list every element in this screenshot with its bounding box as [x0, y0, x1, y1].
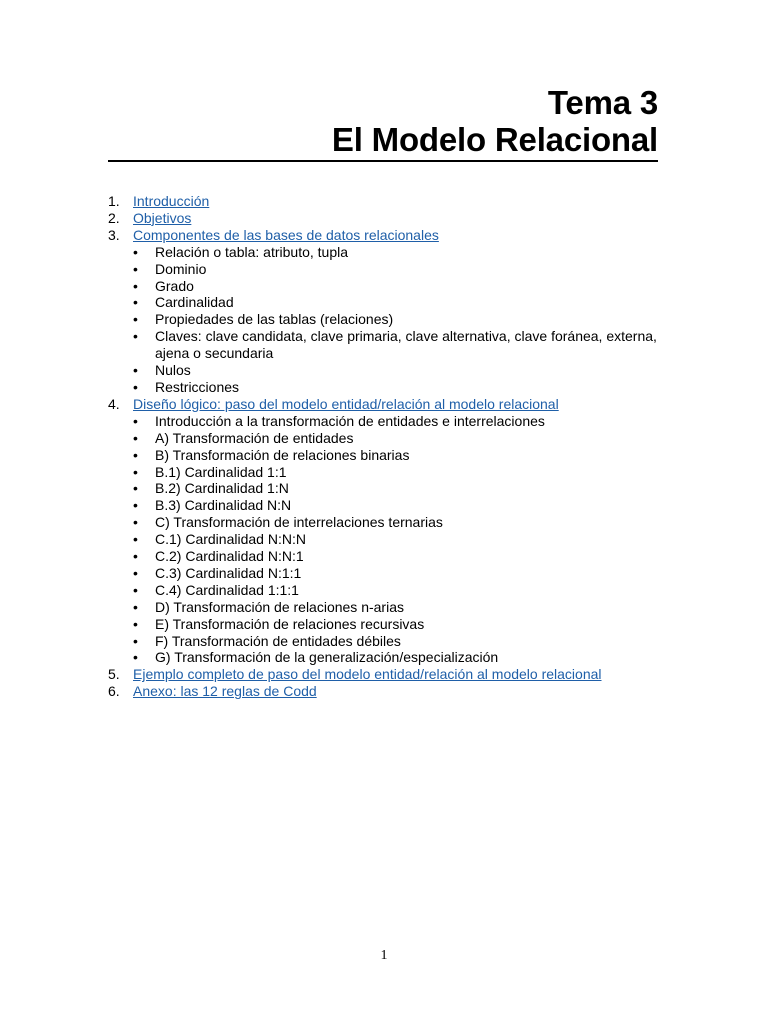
- page-number: 1: [380, 948, 388, 963]
- bullet-icon: •: [133, 429, 138, 446]
- toc-link-introduccion[interactable]: Introducción: [133, 193, 210, 209]
- list-item-text: C.3) Cardinalidad N:1:1: [155, 564, 302, 581]
- list-item: [108, 464, 668, 481]
- list-item: [108, 430, 668, 447]
- list-item-text: Restricciones: [155, 378, 240, 395]
- list-item-text: Dominio: [155, 260, 207, 277]
- bullet-icon: •: [133, 243, 138, 260]
- list-item: [108, 311, 668, 328]
- list-item-text: Propiedades de las tablas (relaciones): [155, 311, 394, 328]
- list-item: [108, 447, 668, 464]
- list-item: [108, 362, 668, 379]
- bullet-icon: •: [133, 598, 138, 615]
- bullet-icon: •: [133, 260, 138, 277]
- title-block: [108, 84, 658, 158]
- bullet-icon: •: [133, 615, 138, 632]
- list-item: [108, 480, 668, 497]
- toc-number: 6.: [108, 683, 120, 700]
- list-item: [108, 261, 668, 278]
- toc-number: 4.: [108, 395, 120, 412]
- bullet-icon: •: [133, 497, 138, 514]
- list-item-text: Cardinalidad: [155, 294, 234, 311]
- chapter-title: El Modelo Relacional: [331, 121, 658, 158]
- table-of-contents: [108, 193, 668, 700]
- toc-item-6: [108, 683, 668, 700]
- list-item-text: G) Transformación de la generalización/especialización: [155, 649, 499, 666]
- list-item-text: E) Transformación de relaciones recursivas: [155, 615, 425, 632]
- list-item: [108, 531, 668, 548]
- bullet-icon: •: [133, 378, 138, 395]
- toc-link-objetivos[interactable]: Objetivos: [133, 209, 192, 226]
- list-item-text: B.1) Cardinalidad 1:1: [155, 463, 287, 480]
- toc-link-ejemplo-completo[interactable]: Ejemplo completo de paso del modelo entidad/relación al modelo relacional: [133, 666, 602, 683]
- list-item-text: B.3) Cardinalidad N:N: [155, 497, 292, 514]
- list-item-text: D) Transformación de relaciones n-arias: [155, 598, 404, 615]
- list-item: [108, 548, 668, 565]
- list-item-text: C) Transformación de interrelaciones ternarias: [155, 514, 443, 531]
- bullet-icon: •: [133, 564, 138, 581]
- bullet-icon: •: [133, 463, 138, 480]
- toc-link-anexo-codd[interactable]: Anexo: las 12 reglas de Codd: [133, 683, 317, 700]
- list-item: [108, 413, 668, 430]
- list-item: [108, 244, 668, 261]
- bullet-icon: •: [133, 581, 138, 598]
- bullet-icon: •: [133, 362, 138, 379]
- toc-sublist-4: [108, 413, 668, 667]
- list-item: [108, 514, 668, 531]
- toc-link-diseno-logico[interactable]: Diseño lógico: paso del modelo entidad/relación al modelo relacional: [133, 395, 559, 412]
- toc-item-5: [108, 666, 668, 683]
- list-item: [108, 616, 668, 633]
- toc-sublist-3: [108, 244, 668, 396]
- list-item: [108, 649, 668, 666]
- toc-number: 1.: [108, 193, 120, 209]
- title-divider: [108, 160, 658, 162]
- bullet-icon: •: [133, 632, 138, 649]
- list-item-text: A) Transformación de entidades: [155, 429, 354, 446]
- chapter-number: Tema 3: [547, 84, 658, 121]
- toc-link-componentes[interactable]: Componentes de las bases de datos relacionales: [133, 226, 439, 243]
- list-item-text: Introducción a la transformación de entidades e interrelaciones: [155, 412, 545, 429]
- list-item: [108, 278, 668, 295]
- bullet-icon: •: [133, 311, 138, 328]
- bullet-icon: •: [133, 446, 138, 463]
- toc-item-1: [108, 193, 668, 210]
- bullet-icon: •: [133, 531, 138, 548]
- bullet-icon: •: [133, 548, 138, 565]
- bullet-icon: •: [133, 514, 138, 531]
- bullet-icon: •: [133, 328, 138, 345]
- toc-number: 3.: [108, 226, 120, 243]
- toc-number: 2.: [108, 209, 120, 226]
- list-item-text: B) Transformación de relaciones binarias: [155, 446, 410, 463]
- list-item: [108, 633, 668, 650]
- toc-item-3: [108, 227, 668, 244]
- list-item: [108, 565, 668, 582]
- bullet-icon: •: [133, 277, 138, 294]
- list-item: [108, 379, 668, 396]
- list-item-text: F) Transformación de entidades débiles: [155, 632, 401, 649]
- list-item-text: Relación o tabla: atributo, tupla: [155, 243, 349, 260]
- list-item-text: C.4) Cardinalidad 1:1:1: [155, 581, 299, 598]
- list-item-text: Grado: [155, 277, 194, 294]
- list-item: [108, 294, 668, 311]
- list-item: [108, 582, 668, 599]
- toc-item-4: [108, 396, 668, 413]
- bullet-icon: •: [133, 412, 138, 429]
- list-item-text: C.2) Cardinalidad N:N:1: [155, 548, 304, 565]
- bullet-icon: •: [133, 480, 138, 497]
- list-item: [108, 599, 668, 616]
- list-item: [108, 328, 668, 362]
- list-item-text: Nulos: [155, 362, 191, 379]
- bullet-icon: •: [133, 649, 138, 666]
- list-item-text: C.1) Cardinalidad N:N:N: [155, 531, 306, 548]
- bullet-icon: •: [133, 294, 138, 311]
- list-item-text: B.2) Cardinalidad 1:N: [155, 480, 289, 497]
- list-item-text: Claves: clave candidata, clave primaria, clave alternativa, clave foránea, externa, ajena o secundaria: [155, 328, 657, 362]
- toc-number: 5.: [108, 666, 120, 683]
- list-item: [108, 497, 668, 514]
- toc-item-2: [108, 210, 668, 227]
